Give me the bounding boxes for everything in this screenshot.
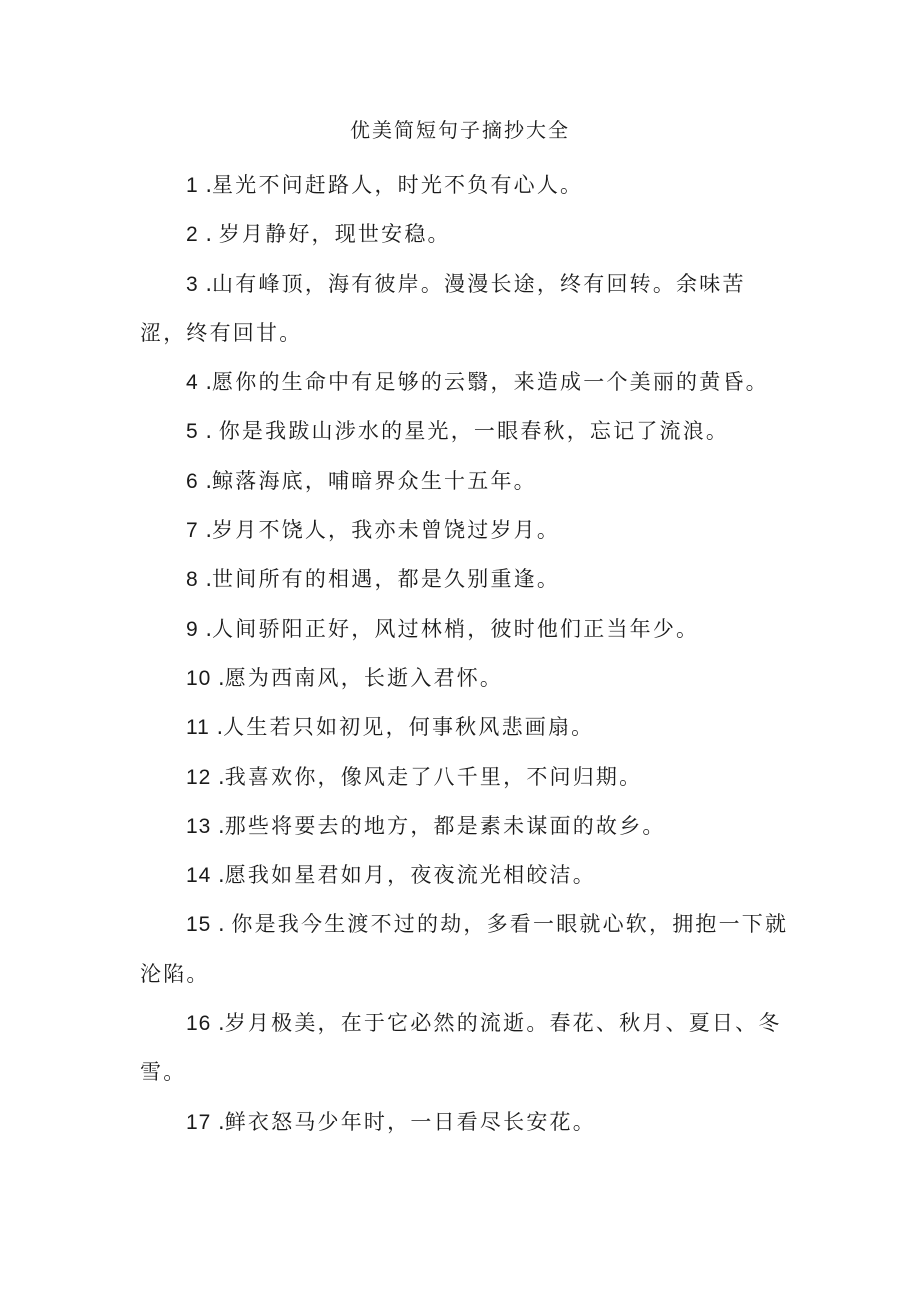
quote-text: 人间骄阳正好，风过林梢，彼时他们正当年少。	[212, 616, 700, 641]
document-title: 优美简短句子摘抄大全	[350, 118, 570, 142]
quote-number: 3	[186, 272, 199, 296]
quote-number: 2	[186, 223, 199, 247]
quote-item	[140, 407, 790, 456]
quote-separator: .	[211, 863, 225, 888]
quote-separator: .	[211, 665, 225, 690]
quote-text: 鲸落海底，哺暗界众生十五年。	[212, 468, 537, 493]
quote-number: 11	[186, 716, 210, 740]
quote-item	[140, 703, 790, 752]
quote-item	[140, 555, 790, 604]
quote-separator: .	[198, 468, 213, 493]
quote-separator: .	[211, 1109, 225, 1134]
quote-item	[140, 161, 790, 210]
quote-text: 岁月静好，现世安稳。	[218, 222, 451, 247]
quote-text: 岁月极美，在于它必然的流逝。春花、秋月、夏日、冬雪。	[140, 1011, 782, 1085]
quote-text: 你是我跋山涉水的星光，一眼春秋，忘记了流浪。	[218, 419, 730, 444]
quote-item	[140, 260, 790, 359]
quote-item	[140, 210, 790, 259]
quote-text: 鲜衣怒马少年时，一日看尽长安花。	[224, 1109, 596, 1134]
quote-number: 8	[186, 568, 199, 592]
quote-separator: .	[209, 715, 224, 740]
quote-text: 世间所有的相遇，都是久别重逢。	[212, 567, 561, 592]
quote-separator: .	[198, 370, 213, 395]
quote-separator: .	[211, 912, 232, 937]
quote-separator: .	[211, 1011, 225, 1036]
quote-separator: .	[198, 419, 219, 444]
quote-number: 16	[186, 1012, 212, 1036]
quote-item	[140, 900, 790, 999]
quote-text: 愿你的生命中有足够的云翳，来造成一个美丽的黄昏。	[212, 370, 769, 395]
quote-separator: .	[198, 222, 219, 247]
quote-number: 10	[186, 666, 212, 690]
quote-item	[140, 654, 790, 703]
quote-number: 13	[186, 814, 212, 838]
quote-item	[140, 358, 790, 407]
quote-item	[140, 506, 790, 555]
quote-number: 12	[186, 765, 212, 789]
quote-number: 14	[186, 864, 212, 888]
quote-item	[140, 851, 790, 900]
quote-text: 人生若只如初见，何事秋风悲画扇。	[223, 715, 595, 740]
quote-item	[140, 1098, 790, 1147]
quote-separator: .	[198, 616, 213, 641]
quote-item	[140, 753, 790, 802]
quote-item	[140, 802, 790, 851]
quote-number: 17	[186, 1110, 212, 1134]
quote-item	[140, 999, 790, 1098]
quote-number: 7	[186, 519, 199, 543]
quote-item	[140, 457, 790, 506]
quote-number: 5	[186, 420, 199, 444]
quote-text: 愿我如星君如月，夜夜流光相皎洁。	[224, 863, 596, 888]
quote-separator: .	[198, 567, 213, 592]
quote-item	[140, 605, 790, 654]
quote-separator: .	[211, 813, 225, 838]
quote-number: 6	[186, 469, 199, 493]
quote-number: 9	[186, 617, 199, 641]
quote-text: 岁月不饶人，我亦未曾饶过岁月。	[212, 518, 561, 543]
quote-list	[140, 161, 790, 1147]
quote-text: 你是我今生渡不过的劫，多看一眼就心软，拥抱一下就沦陷。	[140, 912, 789, 986]
quote-number: 15	[186, 913, 212, 937]
quote-text: 我喜欢你，像风走了八千里，不问归期。	[224, 764, 643, 789]
quote-separator: .	[211, 764, 225, 789]
quote-number: 4	[186, 371, 199, 395]
quote-text: 山有峰顶，海有彼岸。漫漫长途，终有回转。余味苦涩，终有回甘。	[140, 271, 746, 345]
quote-text: 那些将要去的地方，都是素未谋面的故乡。	[224, 813, 666, 838]
quote-text: 星光不问赶路人，时光不负有心人。	[212, 173, 584, 197]
quote-separator: .	[198, 518, 213, 543]
quote-separator: .	[198, 271, 213, 296]
quote-separator: .	[198, 173, 213, 197]
quote-text: 愿为西南风，长逝入君怀。	[224, 665, 504, 690]
quote-number: 1	[186, 174, 199, 197]
